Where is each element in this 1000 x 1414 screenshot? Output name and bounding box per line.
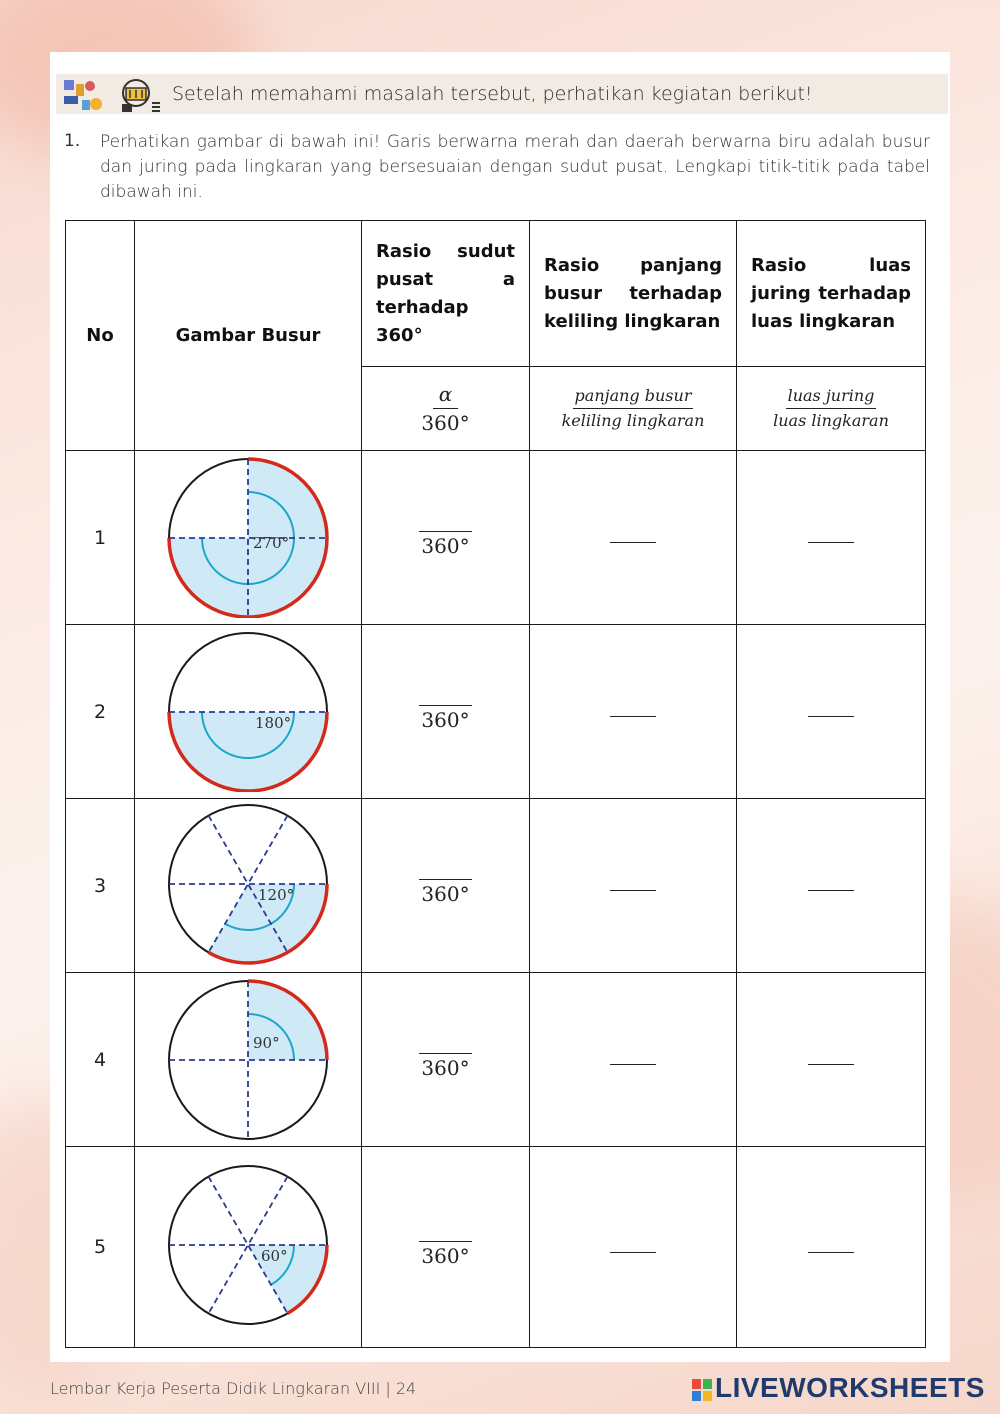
answer-blank[interactable] [808, 716, 854, 717]
angle-label: 60° [261, 1247, 288, 1265]
banner-text: Setelah memahami masalah tersebut, perhatikan kegiatan berikut! [172, 83, 813, 105]
header-rasio-juring: Rasio luas juring terhadap luas lingkaran [737, 221, 926, 367]
liveworksheets-icon [692, 1379, 712, 1401]
arc-figure-120 [163, 800, 333, 968]
ratio-sudut-cell [362, 799, 530, 973]
ratio-sudut-cell [362, 625, 530, 799]
answer-blank[interactable] [808, 1252, 854, 1253]
arc-figure-270 [163, 454, 333, 618]
ratio-sudut-cell [362, 973, 530, 1147]
row-number: 4 [66, 973, 135, 1147]
ratio-busur-cell [530, 799, 737, 973]
arc-ratio-table [65, 220, 926, 1348]
footer-page-label: Lembar Kerja Peserta Didik Lingkaran VIII | 24 [50, 1379, 417, 1398]
row-number: 1 [66, 451, 135, 625]
ratio-busur-cell [530, 625, 737, 799]
ratio-juring-cell [737, 451, 926, 625]
ratio-denominator: 360° [419, 879, 471, 906]
liveworksheets-text: LIVEWORKSHEETS [715, 1372, 985, 1403]
arc-figure-cell [135, 625, 362, 799]
table-row [66, 1147, 926, 1348]
header-no: No [66, 221, 135, 451]
instruction-banner [56, 74, 948, 114]
activity-icon [60, 76, 164, 114]
answer-blank[interactable] [610, 1064, 656, 1065]
question-text: Perhatikan gambar di bawah ini! Garis berwarna merah dan daerah berwarna biru adalah busur dan juring pada lingkaran yang bersesuaian dengan sudut pusat. Lengkapi titik-titik pada tabel dibawah ini. [100, 132, 930, 202]
ratio-juring-cell [737, 799, 926, 973]
ratio-denominator: 360° [419, 705, 471, 732]
answer-blank[interactable] [610, 1252, 656, 1253]
formula-sudut-numerator: α [433, 380, 459, 409]
arc-figure-60 [163, 1161, 333, 1329]
liveworksheets-logo[interactable] [692, 1372, 985, 1404]
ratio-juring-cell [737, 625, 926, 799]
ratio-denominator: 360° [419, 531, 471, 558]
arc-figure-180 [163, 628, 333, 792]
table-row [66, 799, 926, 973]
angle-label: 90° [253, 1033, 280, 1052]
answer-blank[interactable] [610, 542, 656, 543]
answer-blank[interactable] [610, 890, 656, 891]
arc-figure-cell [135, 973, 362, 1147]
row-number: 2 [66, 625, 135, 799]
ratio-busur-cell [530, 973, 737, 1147]
formula-juring-numerator: luas juring [786, 384, 877, 409]
table-header-row [66, 221, 926, 367]
table-row [66, 625, 926, 799]
answer-blank[interactable] [808, 1064, 854, 1065]
worksheet-page [50, 52, 950, 1362]
arc-figure-cell [135, 1147, 362, 1348]
answer-blank[interactable] [808, 890, 854, 891]
arc-figure-cell [135, 799, 362, 973]
answer-blank[interactable] [610, 716, 656, 717]
answer-blank[interactable] [808, 542, 854, 543]
table-row [66, 451, 926, 625]
header-rasio-busur: Rasio panjang busur terhadap keliling lingkaran [530, 221, 737, 367]
row-number: 3 [66, 799, 135, 973]
angle-label: 120° [258, 885, 295, 904]
ratio-juring-cell [737, 1147, 926, 1348]
angle-label: 270° [253, 533, 290, 552]
ratio-denominator: 360° [419, 1241, 471, 1268]
arc-figure-90 [163, 976, 333, 1140]
ratio-juring-cell [737, 973, 926, 1147]
formula-sudut [362, 367, 530, 451]
ratio-busur-cell [530, 451, 737, 625]
formula-juring [737, 367, 926, 451]
header-gambar-busur: Gambar Busur [135, 221, 362, 451]
formula-busur [530, 367, 737, 451]
header-rasio-sudut: Rasio sudut pusat a terhadap 360° [362, 221, 530, 367]
table-row [66, 973, 926, 1147]
arc-figure-cell [135, 451, 362, 625]
formula-busur-numerator: panjang busur [573, 384, 694, 409]
ratio-busur-cell [530, 1147, 737, 1348]
angle-label: 180° [255, 713, 292, 732]
formula-juring-denominator: luas lingkaran [773, 411, 889, 430]
ratio-sudut-cell [362, 1147, 530, 1348]
formula-busur-denominator: keliling lingkaran [561, 411, 705, 430]
row-number: 5 [66, 1147, 135, 1348]
formula-sudut-denominator: 360° [421, 411, 470, 435]
ratio-denominator: 360° [419, 1053, 471, 1080]
question-number: 1. [64, 131, 81, 151]
ratio-sudut-cell [362, 451, 530, 625]
